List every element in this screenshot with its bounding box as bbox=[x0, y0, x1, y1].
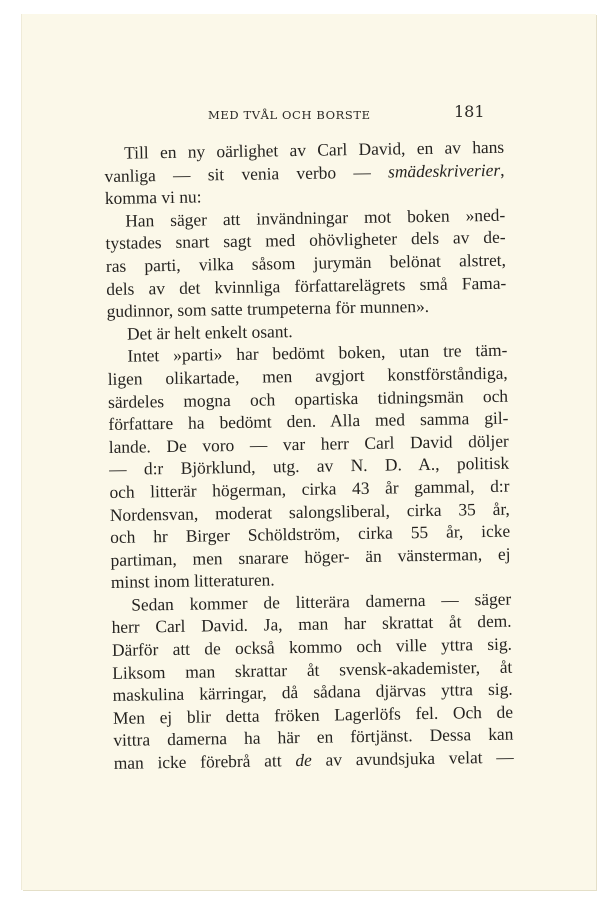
text-line: — d:r Björklund, utg. av N. D. A., politisk bbox=[108, 452, 510, 480]
text-line: Men ej blir detta fröken Lagerlöfs fel. Och de bbox=[112, 701, 514, 728]
text-line: lande. De voro — var herr Carl David döljer bbox=[108, 430, 509, 457]
text-line: Därför att de också kommo och ville yttra sig. bbox=[111, 633, 513, 660]
text-line bbox=[114, 746, 514, 775]
page-number: 181 bbox=[454, 102, 485, 121]
text-line-part: man icke förebrå att bbox=[113, 750, 296, 773]
text-line: tystades snart sagt med ohövligheter dels av de- bbox=[105, 227, 506, 254]
text-line: herr Carl David. Ja, man har skrattat åt dem. bbox=[111, 611, 512, 638]
text-line: Till en ny oärlighet av Carl David, en av hans bbox=[124, 136, 505, 163]
text-line: Nordensvan, moderat salongsliberal, cirka 35 år, bbox=[109, 498, 510, 525]
italic-word: smädeskriverier bbox=[387, 159, 501, 182]
text-line: Intet »parti» har bedömt boken, utan tre täm- bbox=[127, 340, 508, 367]
italic-word: de bbox=[295, 749, 312, 771]
text-line: minst inom litteraturen. bbox=[110, 569, 275, 593]
text-line: ligen olikartade, men avgjort konstförståndiga, bbox=[107, 362, 508, 389]
text-line: och litterär högerman, cirka 43 år gammal, d:r bbox=[109, 475, 510, 502]
paragraph-5 bbox=[111, 588, 514, 775]
text-line: gudinnor, som satte trumpeterna för munnen». bbox=[106, 296, 430, 322]
text-line: maskulina kärringar, då sådana djärvas yttra sig. bbox=[112, 678, 513, 706]
text-line: komma vi nu: bbox=[104, 186, 202, 209]
text-line: vittra damerna ha här en förtjänst. Dessa kan bbox=[113, 724, 514, 751]
text-line-part: av avundsjuka velat — bbox=[311, 746, 514, 770]
text-line: dels av det kvinnliga författarelägrets små Fama- bbox=[106, 272, 507, 299]
text-line: ras parti, vilka såsom jurymän belönat alstret, bbox=[105, 249, 507, 276]
text-line: särdeles mogna och opartiska tidningsmän och bbox=[107, 385, 509, 412]
text-line: Han säger att invändningar mot boken »ned- bbox=[125, 204, 506, 231]
book-page bbox=[22, 14, 596, 890]
text-line: Det är helt enkelt osant. bbox=[126, 320, 293, 344]
body-text bbox=[104, 136, 514, 775]
page-header bbox=[22, 100, 596, 130]
paragraph-1 bbox=[104, 136, 505, 210]
paragraph-2 bbox=[105, 203, 507, 322]
running-head: MED TVÅL OCH BORSTE bbox=[208, 108, 371, 122]
text-line-part: , bbox=[499, 159, 505, 180]
text-line: författare ha bedömt den. Alla med samma gil- bbox=[108, 407, 509, 435]
text-line: och hr Birger Schöldström, cirka 55 år, icke bbox=[110, 520, 511, 548]
text-line: partiman, men snarare höger- än vänsterman, ej bbox=[110, 543, 511, 570]
paragraph-4 bbox=[107, 339, 511, 594]
text-line-part: vanliga — sit venia verbo — bbox=[104, 161, 389, 186]
text-line: Sedan kommer de litterära damerna — säger bbox=[131, 588, 512, 615]
text-line: Liksom man skrattar åt svensk-akademister, åt bbox=[112, 656, 513, 683]
